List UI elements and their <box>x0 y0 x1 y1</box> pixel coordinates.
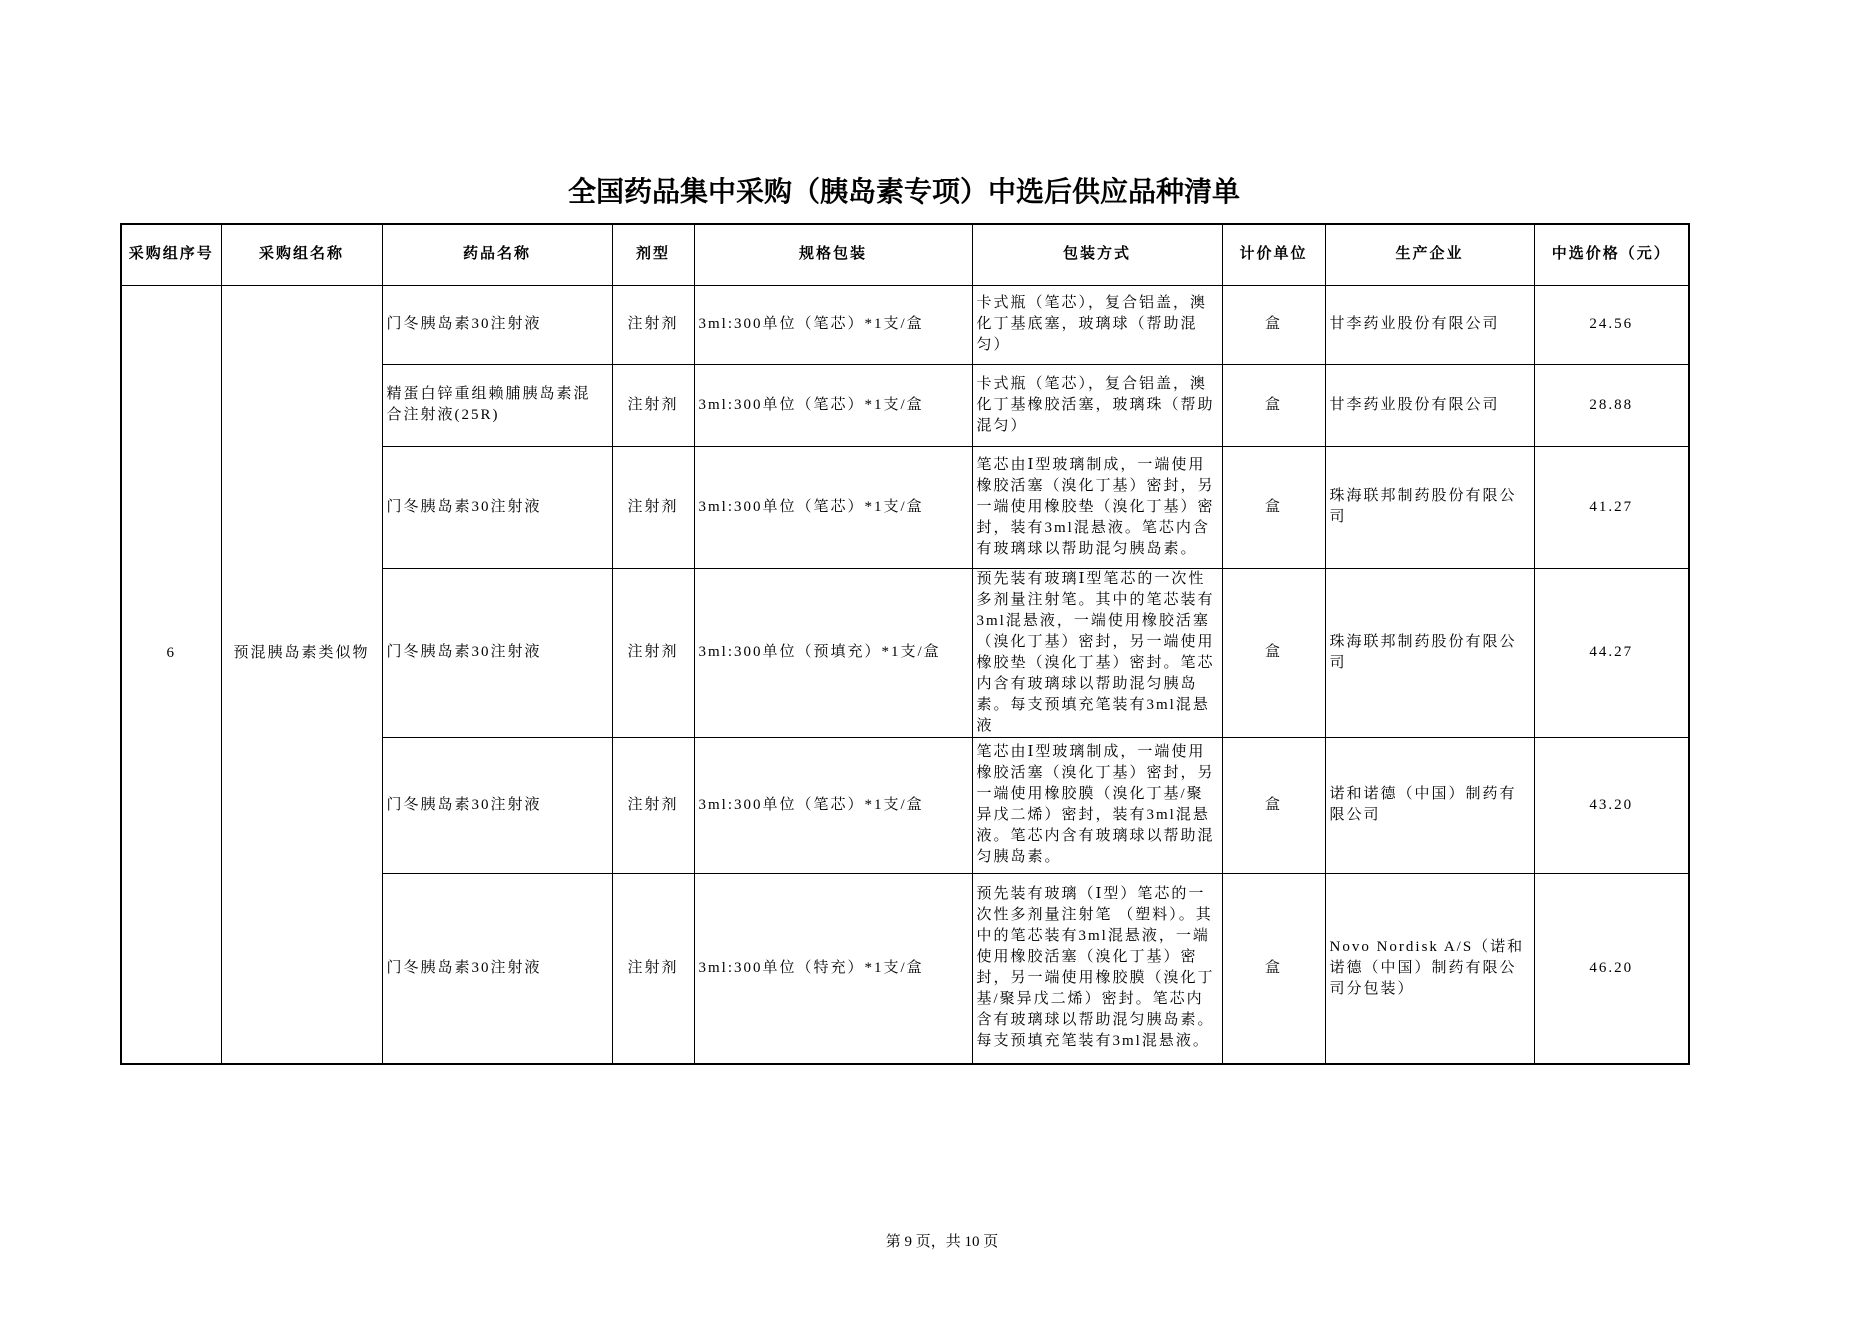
drug-name-cell: 门冬胰岛素30注射液 <box>382 285 612 364</box>
header-dosage-form: 剂型 <box>612 224 694 285</box>
manufacturer-cell: 珠海联邦制药股份有限公司 <box>1325 446 1534 568</box>
dosage-form-cell: 注射剂 <box>612 285 694 364</box>
price-cell: 28.88 <box>1534 364 1689 446</box>
header-manufacturer: 生产企业 <box>1325 224 1534 285</box>
dosage-form-cell: 注射剂 <box>612 446 694 568</box>
spec-cell: 3ml:300单位（预填充）*1支/盒 <box>694 568 972 737</box>
drug-name-cell: 门冬胰岛素30注射液 <box>382 737 612 873</box>
group-seq-cell: 6 <box>121 285 221 1064</box>
drug-name-cell: 门冬胰岛素30注射液 <box>382 873 612 1064</box>
drug-name-cell: 门冬胰岛素30注射液 <box>382 446 612 568</box>
supply-table <box>120 223 1690 1065</box>
manufacturer-cell: 诺和诺德（中国）制药有限公司 <box>1325 737 1534 873</box>
unit-cell: 盒 <box>1222 737 1325 873</box>
price-cell: 24.56 <box>1534 285 1689 364</box>
unit-cell: 盒 <box>1222 568 1325 737</box>
unit-cell: 盒 <box>1222 285 1325 364</box>
dosage-form-cell: 注射剂 <box>612 568 694 737</box>
packaging-cell: 卡式瓶（笔芯），复合铝盖，澳化丁基底塞，玻璃球（帮助混匀） <box>972 285 1222 364</box>
price-cell: 44.27 <box>1534 568 1689 737</box>
packaging-cell: 笔芯由Ⅰ型玻璃制成，一端使用橡胶活塞（溴化丁基）密封，另一端使用橡胶垫（溴化丁基）密封，装有3ml混悬液。笔芯内含有玻璃球以帮助混匀胰岛素。 <box>972 446 1222 568</box>
page-title: 全国药品集中采购（胰岛素专项）中选后供应品种清单 <box>567 177 1240 208</box>
manufacturer-cell: 甘李药业股份有限公司 <box>1325 364 1534 446</box>
dosage-form-cell: 注射剂 <box>612 364 694 446</box>
page-number-footer: 第 9 页，共 10 页 <box>885 1234 999 1250</box>
spec-cell: 3ml:300单位（笔芯）*1支/盒 <box>694 737 972 873</box>
manufacturer-cell: 珠海联邦制药股份有限公司 <box>1325 568 1534 737</box>
header-price: 中选价格（元） <box>1534 224 1689 285</box>
header-group-name: 采购组名称 <box>221 224 382 285</box>
price-cell: 46.20 <box>1534 873 1689 1064</box>
price-cell: 43.20 <box>1534 737 1689 873</box>
header-packaging: 包装方式 <box>972 224 1222 285</box>
price-cell: 41.27 <box>1534 446 1689 568</box>
packaging-cell: 预先装有玻璃（Ⅰ型）笔芯的一次性多剂量注射笔 （塑料）。其中的笔芯装有3ml混悬液，一端使用橡胶活塞（溴化丁基）密封，另一端使用橡胶膜（溴化丁基/聚异戊二烯）密封。笔芯内含有玻璃球以帮助混匀胰岛素。每支预填充笔装有3ml混悬液。 <box>972 873 1222 1064</box>
unit-cell: 盒 <box>1222 873 1325 1064</box>
unit-cell: 盒 <box>1222 364 1325 446</box>
group-name-cell: 预混胰岛素类似物 <box>221 285 382 1064</box>
manufacturer-cell: Novo Nordisk A/S（诺和诺德（中国）制药有限公司分包装） <box>1325 873 1534 1064</box>
spec-cell: 3ml:300单位（笔芯）*1支/盒 <box>694 285 972 364</box>
header-drug-name: 药品名称 <box>382 224 612 285</box>
drug-name-cell: 门冬胰岛素30注射液 <box>382 568 612 737</box>
table-row <box>121 285 1689 364</box>
spec-cell: 3ml:300单位（笔芯）*1支/盒 <box>694 446 972 568</box>
spec-cell: 3ml:300单位（特充）*1支/盒 <box>694 873 972 1064</box>
packaging-cell: 笔芯由Ⅰ型玻璃制成，一端使用橡胶活塞（溴化丁基）密封，另一端使用橡胶膜（溴化丁基/聚异戊二烯）密封，装有3ml混悬液。笔芯内含有玻璃球以帮助混匀胰岛素。 <box>972 737 1222 873</box>
manufacturer-cell: 甘李药业股份有限公司 <box>1325 285 1534 364</box>
spec-cell: 3ml:300单位（笔芯）*1支/盒 <box>694 364 972 446</box>
header-group-seq: 采购组序号 <box>121 224 221 285</box>
drug-name-cell: 精蛋白锌重组赖脯胰岛素混合注射液(25R) <box>382 364 612 446</box>
dosage-form-cell: 注射剂 <box>612 873 694 1064</box>
packaging-cell: 预先装有玻璃Ⅰ型笔芯的一次性多剂量注射笔。其中的笔芯装有3ml混悬液，一端使用橡胶活塞（溴化丁基）密封，另一端使用橡胶垫（溴化丁基）密封。笔芯内含有玻璃球以帮助混匀胰岛素。每支预填充笔装有3ml混悬液 <box>972 568 1222 737</box>
header-spec: 规格包装 <box>694 224 972 285</box>
dosage-form-cell: 注射剂 <box>612 737 694 873</box>
packaging-cell: 卡式瓶（笔芯），复合铝盖，澳化丁基橡胶活塞，玻璃珠（帮助混匀） <box>972 364 1222 446</box>
unit-cell: 盒 <box>1222 446 1325 568</box>
header-unit: 计价单位 <box>1222 224 1325 285</box>
table-header-row <box>121 224 1689 285</box>
